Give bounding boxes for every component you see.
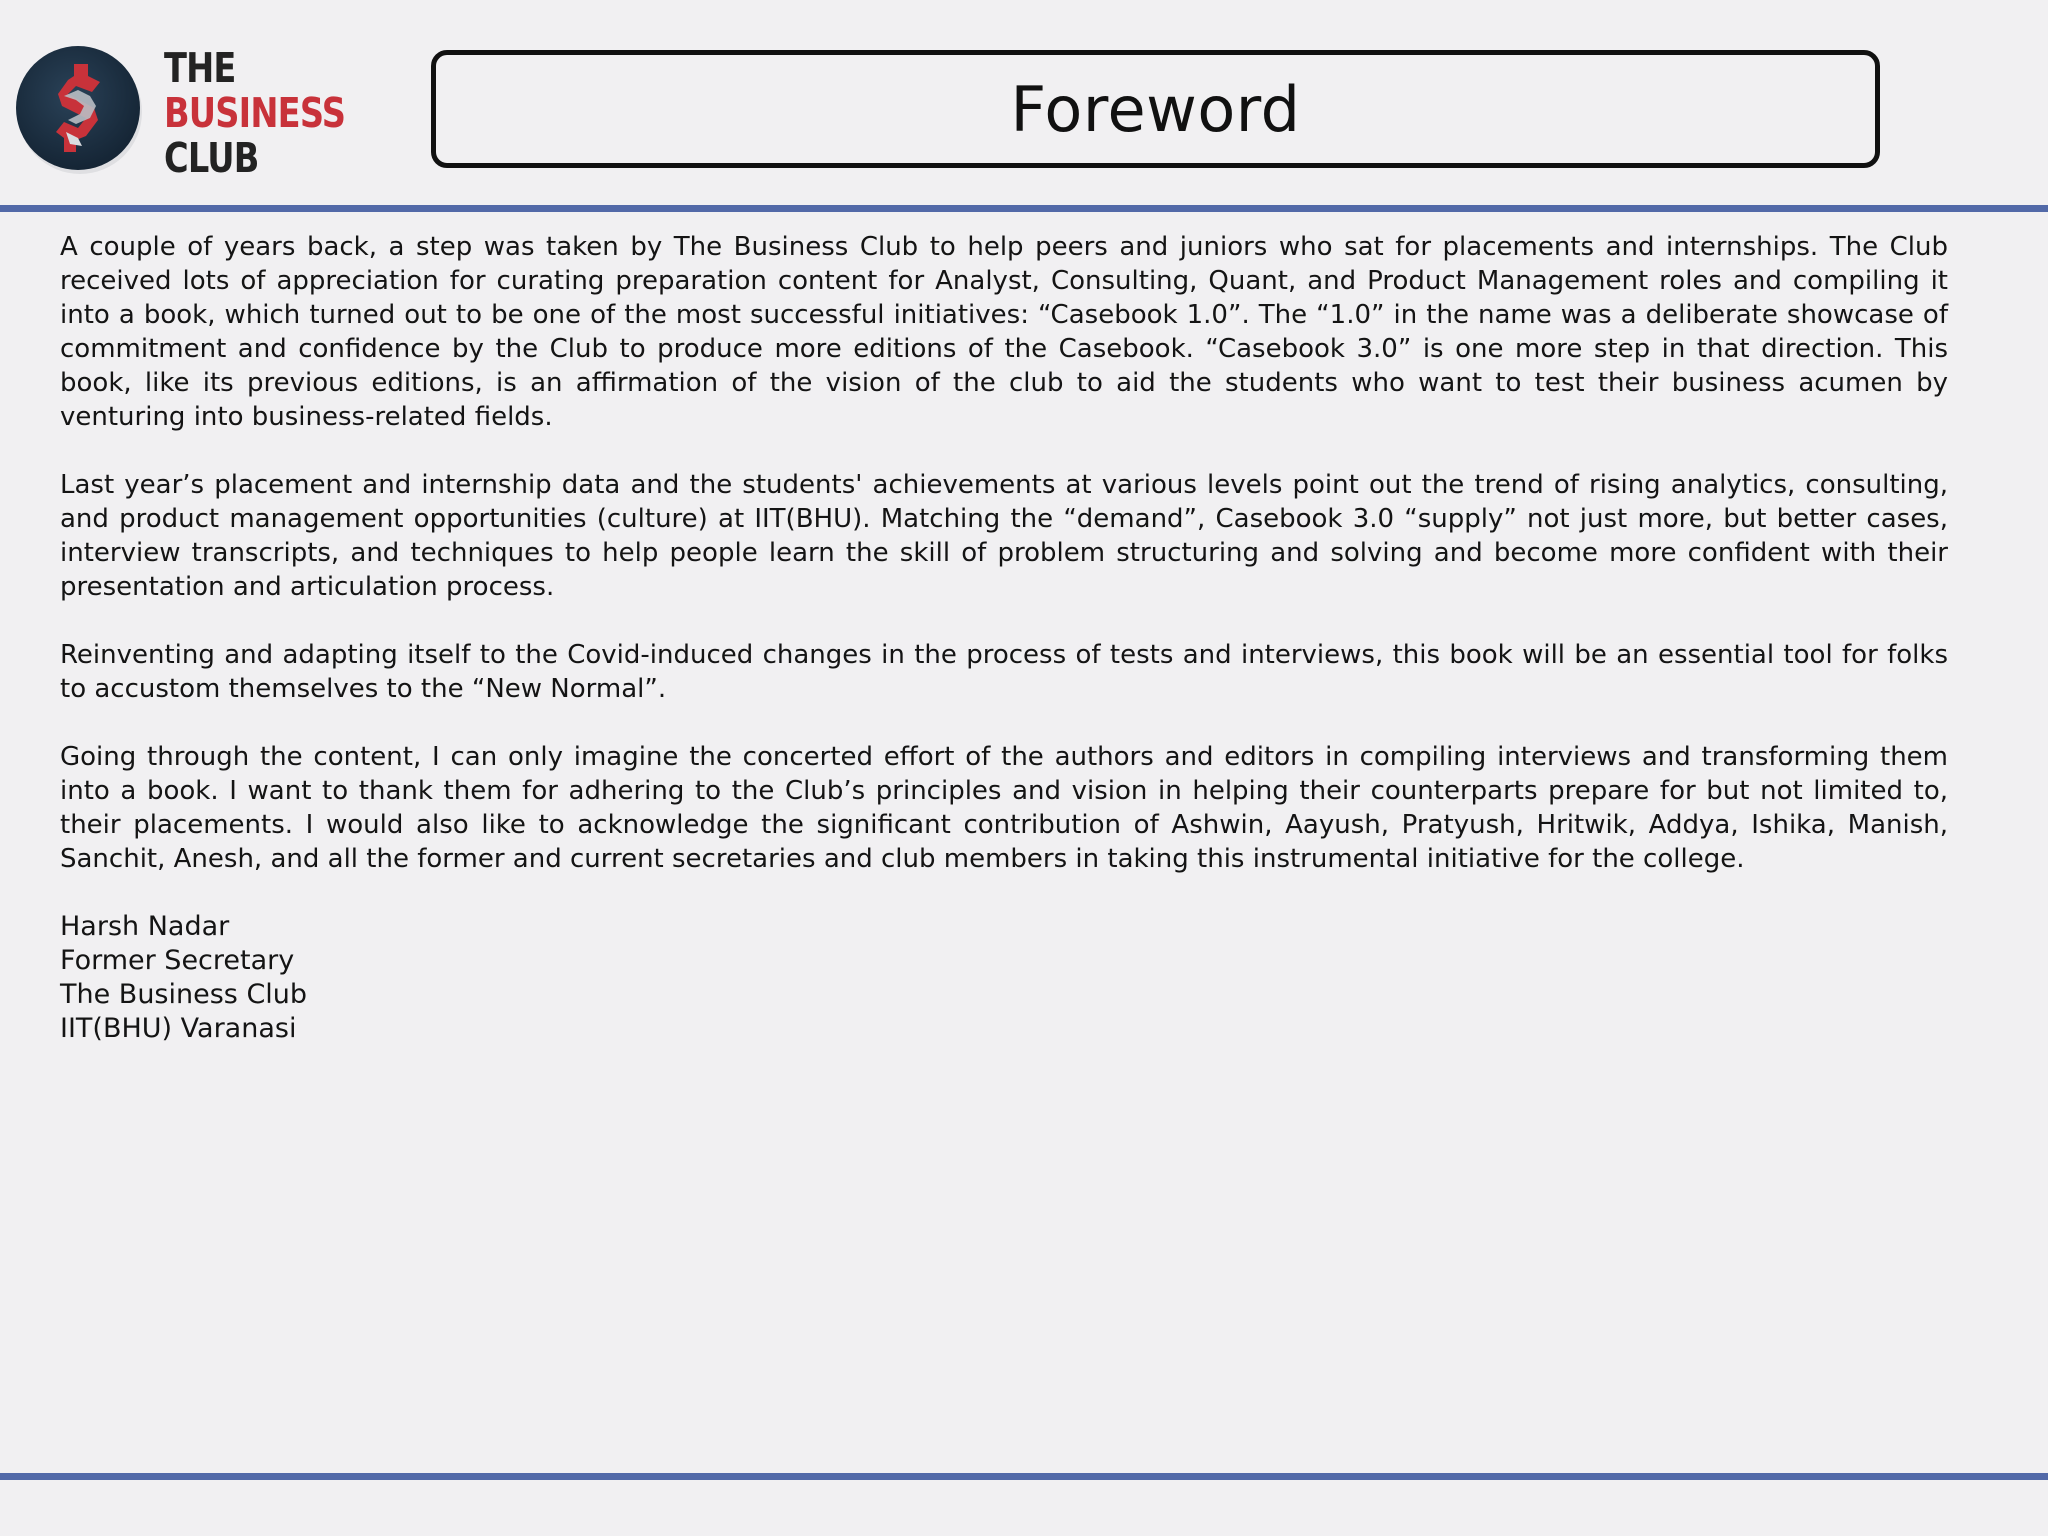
page-title: Foreword bbox=[1010, 72, 1301, 146]
logo-line-club: CLUB bbox=[164, 134, 259, 182]
signature-organization: The Business Club bbox=[60, 979, 308, 1010]
paragraph-4: Going through the content, I can only imagine the concerted effort of the authors and editors in compiling interviews and transforming them into a book. I want to thank them for adhering to the Club’s principles and vision in helping their counterparts prepare for but not limited to, their placements. I would also like to acknowledge the significant contribution of Ashwin, Aayush, Pratyush, Hritwik, Addya, Ishika, Manish, Sanchit, Anesh, and all the former and current secretaries and club members in taking this instrumental initiative for the college. bbox=[60, 742, 1948, 874]
signature-institute: IIT(BHU) Varanasi bbox=[60, 1013, 297, 1044]
logo-line-business: BUSINESS bbox=[164, 89, 346, 137]
paragraph-1: A couple of years back, a step was taken by The Business Club to help peers and juniors who sat for placements and internships. The Club received lots of appreciation for curating preparation content for Analyst, Consulting, Quant, and Product Management roles and compiling it into a book, which turned out to be one of the most successful initiatives: “Casebook 1.0”. The “1.0” in the name was a deliberate showcase of commitment and confidence by the Club to produce more editions of the Casebook. “Casebook 3.0” is one more step in that direction. This book, like its previous editions, is an affirmation of the vision of the club to aid the students who want to test their business acumen by venturing into business-related fields. bbox=[60, 232, 1948, 432]
signature-role: Former Secretary bbox=[60, 945, 295, 976]
signature-block bbox=[60, 910, 1948, 1046]
logo-wordmark bbox=[164, 46, 345, 181]
paragraph-2: Last year’s placement and internship data and the students' achievements at various levels point out the trend of rising analytics, consulting, and product management opportunities (culture) at IIT(BHU). Matching the “demand”, Casebook 3.0 “supply” not just more, but better cases, interview transcripts, and techniques to help people learn the skill of problem structuring and solving and become more confident with their presentation and articulation process. bbox=[60, 470, 1948, 602]
bottom-divider bbox=[0, 1473, 2048, 1480]
logo-line-the: THE bbox=[164, 44, 236, 92]
paragraph-3: Reinventing and adapting itself to the Covid-induced changes in the process of tests and interviews, this book will be an essential tool for folks to accustom themselves to the “New Normal”. bbox=[60, 640, 1948, 704]
signature-name: Harsh Nadar bbox=[60, 911, 230, 942]
title-box bbox=[431, 50, 1880, 168]
foreword-body bbox=[60, 230, 1948, 1046]
dollar-emblem-icon bbox=[16, 46, 146, 176]
club-logo bbox=[16, 44, 346, 186]
top-divider bbox=[0, 205, 2048, 212]
